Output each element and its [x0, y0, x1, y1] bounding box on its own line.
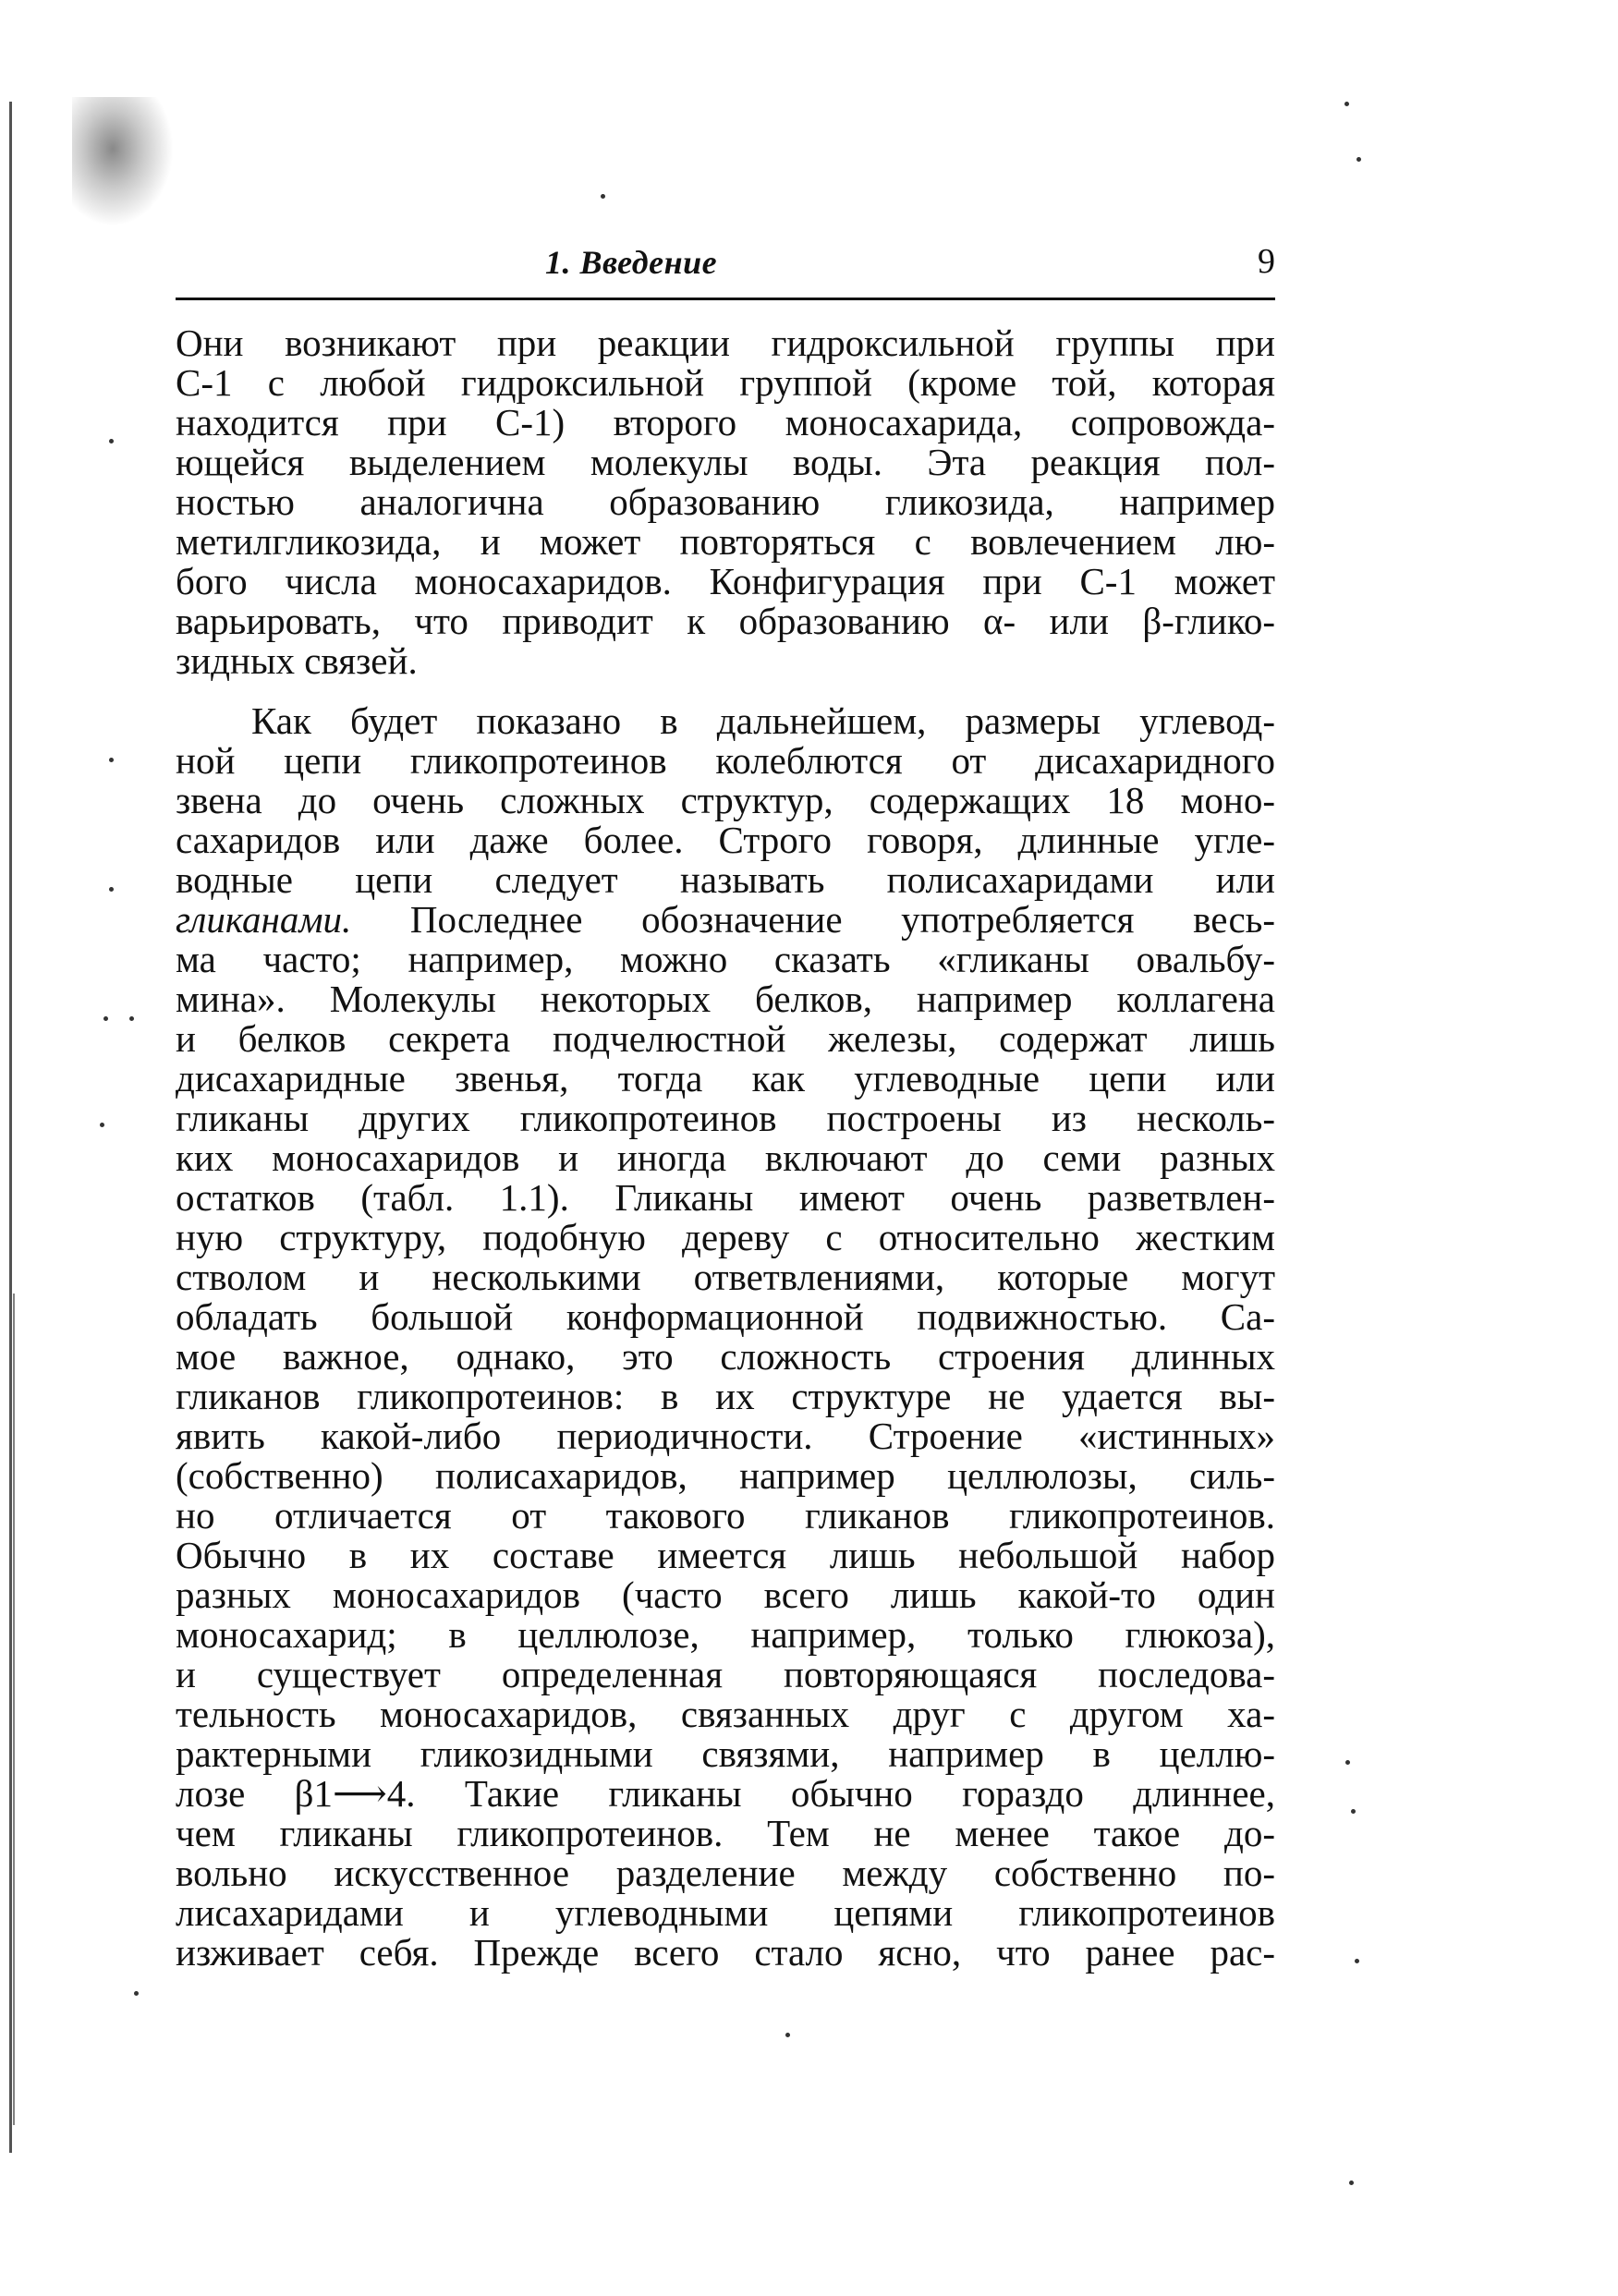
dust-speck [129, 1016, 134, 1021]
text-line: ких моносахаридов и иногда включают до семи разных [176, 1136, 1275, 1179]
text-line: бого числа моносахаридов. Конфигурация при С-1 может [176, 560, 1275, 602]
dust-speck [109, 439, 114, 443]
dust-speck [103, 1016, 108, 1021]
text-line: вольно искусственное разделение между собственно по- [176, 1852, 1275, 1894]
dust-speck [134, 1991, 139, 1996]
dust-speck [109, 887, 114, 892]
text-line: тельность моносахаридов, связанных друг с другом ха- [176, 1693, 1275, 1735]
body-text [176, 323, 1275, 1973]
text-line italic-line: гликанами. Последнее обозначение употребляется весь- [176, 898, 1275, 941]
text-line: Как будет показано в дальнейшем, размеры углевод- [251, 699, 1275, 742]
text-line: явить какой-либо периодичности. Строение «истинных» [176, 1415, 1275, 1457]
text-line: моносахарид; в целлюлозе, например, только глюкоза), [176, 1613, 1275, 1656]
text-line: ностью аналогична образованию гликозида, например [176, 480, 1275, 523]
text-line: ма часто; например, можно сказать «гликаны овальбу- [176, 938, 1275, 980]
dust-speck [1344, 102, 1349, 106]
text-line: стволом и несколькими ответвлениями, которые могут [176, 1256, 1275, 1298]
binding-shadow [13, 1294, 15, 2125]
text-line: изживает себя. Прежде всего стало ясно, что ранее рас- [176, 1931, 1275, 1974]
text-line: разных моносахаридов (часто всего лишь какой-то один [176, 1573, 1275, 1616]
text-line: ную структуру, подобную дереву с относительно жестким [176, 1216, 1275, 1258]
text-line: чем гликаны гликопротеинов. Тем не менее такое до- [176, 1812, 1275, 1854]
text-line: Обычно в их составе имеется лишь небольшой набор [176, 1534, 1275, 1576]
text-line: мина». Молекулы некоторых белков, например коллагена [176, 978, 1275, 1020]
text-line: сахаридов или даже более. Строго говоря, длинные угле- [176, 819, 1275, 861]
text-line: гликаны других гликопротеинов построены из несколь- [176, 1097, 1275, 1139]
text-line: обладать большой конформационной подвижностью. Са- [176, 1295, 1275, 1338]
dust-speck [1349, 2181, 1354, 2185]
text-line: зидных связей. [176, 639, 418, 682]
text-line: и существует определенная повторяющаяся последова- [176, 1653, 1275, 1695]
text-line: находится при С-1) второго моносахарида, сопровожда- [176, 401, 1275, 443]
page-number: 9 [1258, 242, 1275, 281]
text-line: рактерными гликозидными связями, например в целлю- [176, 1732, 1275, 1775]
dust-speck [1351, 1809, 1356, 1814]
ink-smudge [72, 97, 174, 226]
dust-speck [601, 194, 605, 199]
text-line: и белков секрета подчелюстной железы, содержат лишь [176, 1017, 1275, 1060]
italic-term: гликанами. [176, 898, 352, 941]
text-line: но отличается от такового гликанов гликопротеинов. [176, 1494, 1275, 1537]
text-line: мое важное, однако, это сложность строения длинных [176, 1335, 1275, 1378]
paragraph [176, 323, 1275, 681]
dust-speck [1355, 1959, 1359, 1963]
binding-shadow [9, 102, 12, 2153]
paragraph [176, 701, 1275, 1973]
dust-speck [100, 1123, 104, 1127]
text-line: ной цепи гликопротеинов колеблются от дисахаридного [176, 739, 1275, 782]
text-line: звена до очень сложных структур, содержащих 18 моно- [176, 779, 1275, 821]
text-line: С-1 с любой гидроксильной группой (кроме той, которая [176, 361, 1275, 404]
text-line: лозе β1⟶4. Такие гликаны обычно гораздо длиннее, [176, 1772, 1275, 1815]
text-line: Они возникают при реакции гидроксильной группы при [176, 322, 1275, 364]
text-line: лисахаридами и углеводными цепями гликопротеинов [176, 1891, 1275, 1934]
dust-speck [1356, 157, 1361, 162]
text-line: водные цепи следует называть полисахаридами или [176, 858, 1275, 901]
text-line: остатков (табл. 1.1). Гликаны имеют очень разветвлен- [176, 1176, 1275, 1219]
chapter-title: 1. Введение [545, 244, 718, 281]
running-head [176, 236, 1275, 300]
text-line: дисахаридные звенья, тогда как углеводные цепи или [176, 1057, 1275, 1099]
text-line: гликанов гликопротеинов: в их структуре не удается вы- [176, 1375, 1275, 1417]
text-line: (собственно) полисахаридов, например целлюлозы, силь- [176, 1454, 1275, 1497]
text-line: варьировать, что приводит к образованию α- или β-глико- [176, 600, 1275, 642]
text-line: ющейся выделением молекулы воды. Эта реакция пол- [176, 441, 1275, 483]
text-line: метилгликозида, и может повторяться с вовлечением лю- [176, 520, 1275, 563]
dust-speck [1345, 1760, 1350, 1765]
header-rule [176, 298, 1275, 300]
dust-speck [785, 2033, 790, 2037]
dust-speck [109, 758, 114, 762]
